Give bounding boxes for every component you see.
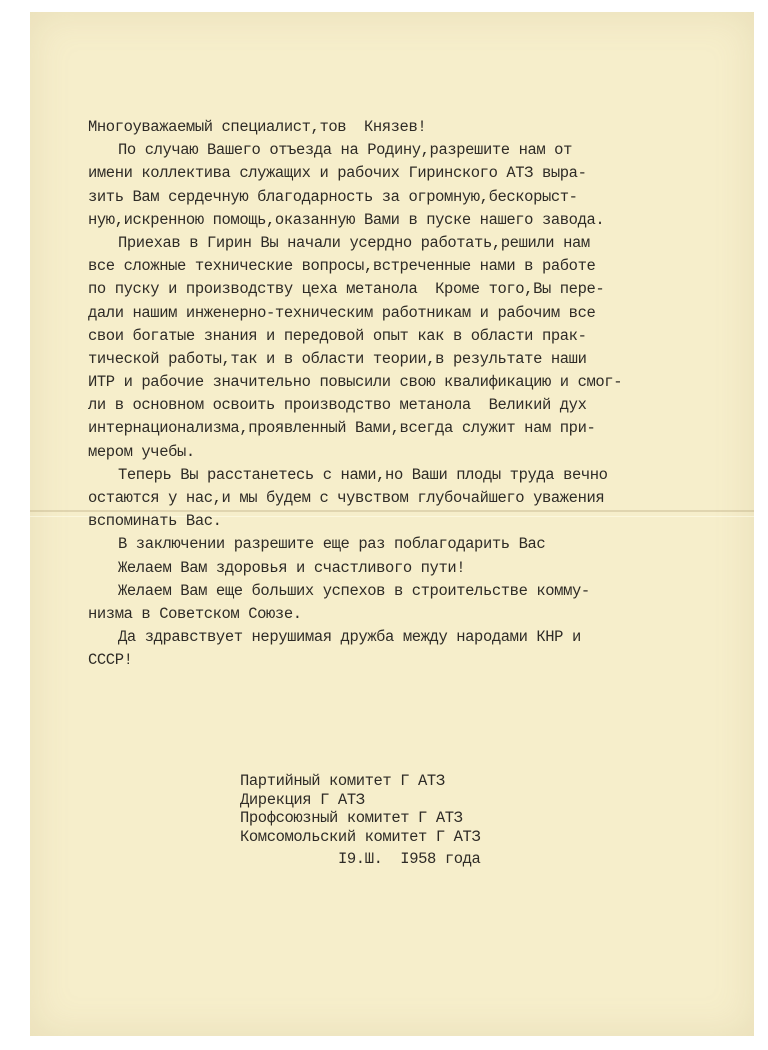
body-line: все сложные технические вопросы,встреченные нами в работе: [88, 257, 596, 276]
body-line: по пуску и производству цеха метанола Кроме того,Вы пере-: [88, 280, 605, 299]
signatory-komsomol: Комсомольский комитет Г АТЗ: [240, 827, 481, 846]
body-line: имени коллектива служащих и рабочих Гиринского АТЗ выра-: [88, 164, 587, 183]
signatory-party-committee: Партийный комитет Г АТЗ: [240, 772, 445, 790]
body-line: Теперь Вы расстанетесь с нами,но Ваши плоды труда вечно: [118, 465, 608, 484]
body-line: интернационализма,проявленный Вами,всегда служит нам при-: [88, 419, 596, 438]
body-line: По случаю Вашего отъезда на Родину,разрешите нам от: [118, 141, 572, 160]
body-line: ную,искренною помощь,оказанную Вами в пуске нашего завода.: [88, 210, 605, 229]
letter-sheet: [30, 12, 754, 1036]
body-line: Приехав в Гирин Вы начали усердно работать,решили нам: [118, 233, 590, 252]
body-line: ли в основном освоить производство метанола Великий дух: [88, 396, 587, 415]
body-line: низма в Советском Союзе.: [88, 604, 302, 623]
body-line: В заключении разрешите еще раз поблагодарить Вас: [118, 535, 546, 554]
body-line: свои богатые знания и передовой опыт как в области прак-: [88, 326, 587, 345]
signatory-directorate: Дирекция Г АТЗ: [240, 790, 365, 809]
salutation: Многоуважаемый специалист,тов Князев!: [88, 118, 427, 136]
body-line: СССР!: [88, 651, 133, 670]
letter-date: I9.Ш. I958 года: [338, 850, 481, 868]
body-line: Желаем Вам здоровья и счастливого пути!: [118, 558, 466, 577]
body-line: зить Вам сердечную благодарность за огромную,бескорыст-: [88, 187, 578, 206]
letter-body: [88, 116, 738, 673]
body-line: Да здравствует нерушимая дружба между народами КНР и: [118, 628, 581, 647]
body-line: тической работы,так и в области теории,в результате наши: [88, 349, 587, 368]
body-line: Желаем Вам еще больших успехов в строительстве комму-: [118, 581, 590, 600]
body-line: мером учебы.: [88, 442, 195, 461]
signature-block: [240, 772, 480, 869]
body-line: ИТР и рабочие значительно повысили свою квалификацию и смог-: [88, 373, 623, 392]
body-line: остаются у нас,и мы будем с чувством глубочайшего уважения: [88, 489, 605, 507]
body-line: дали нашим инженерно-техническим работникам и рабочим все: [88, 303, 596, 322]
body-line: вспоминать Вас.: [88, 512, 222, 531]
signatory-trade-union: Профсоюзный комитет Г АТЗ: [240, 809, 463, 827]
